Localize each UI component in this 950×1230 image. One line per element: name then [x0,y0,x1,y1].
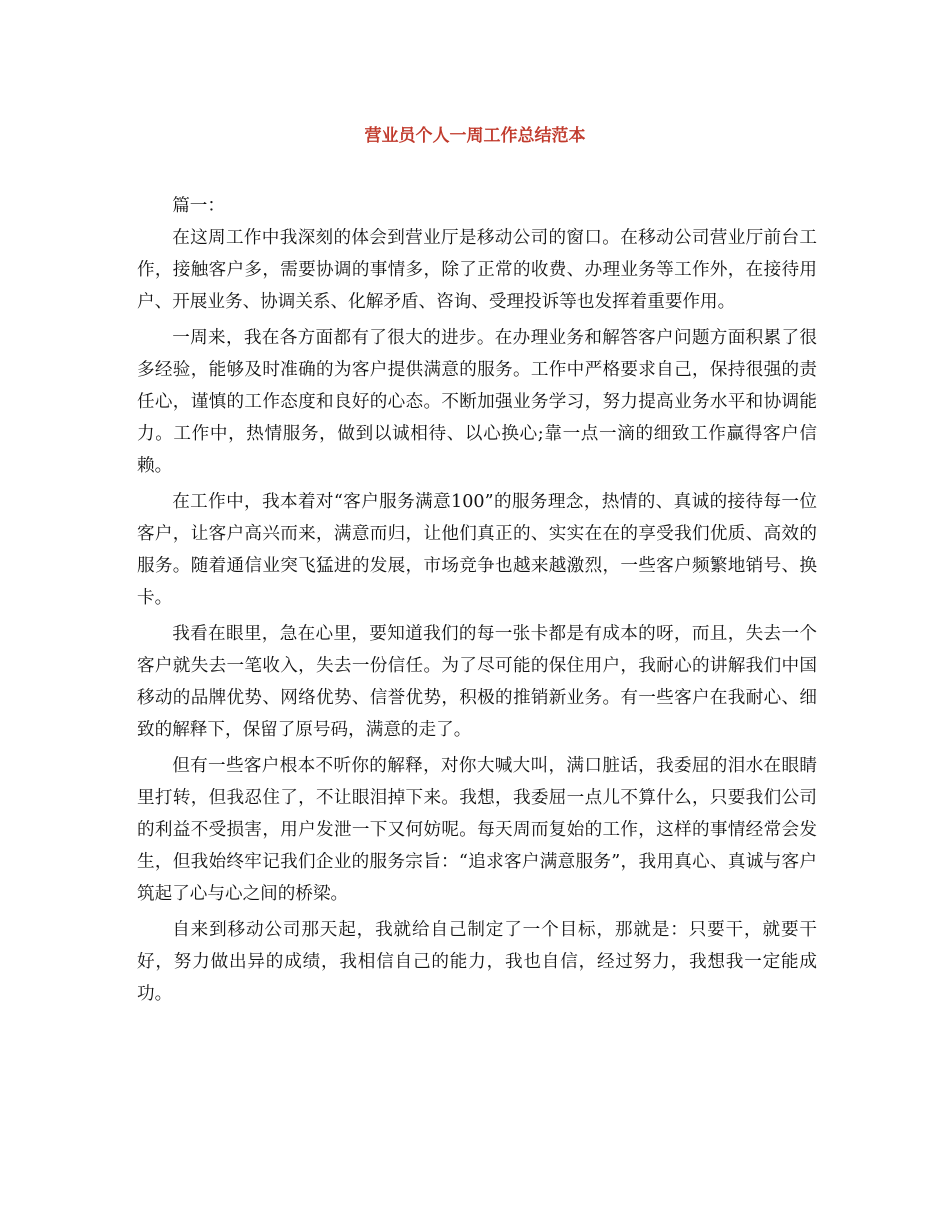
paragraph-3: 在工作中，我本着对“客户服务满意100”的服务理念，热情的、真诚的接待每一位客户，让客户高兴而来，满意而归，让他们真正的、实实在在的享受我们优质、高效的服务。随着通信业突飞猛进的发展，市场竞争也越来越激烈，一些客户频繁地销号、换卡。 [137,492,817,608]
paragraph-4: 我看在眼里，急在心里，要知道我们的每一张卡都是有成本的呀，而且，失去一个客户就失去一笔收入，失去一份信任。为了尽可能的保住用户，我耐心的讲解我们中国移动的品牌优势、网络优势、信誉优势，积极的推销新业务。有一些客户在我耐心、细致的解释下，保留了原号码，满意的走了。 [137,624,817,740]
paragraph-2: 一周来，我在各方面都有了很大的进步。在办理业务和解答客户问题方面积累了很多经验，能够及时准确的为客户提供满意的服务。工作中严格要求自己，保持很强的责任心，谨慎的工作态度和良好的心态。不断加强业务学习，努力提高业务水平和协调能力。工作中，热情服务，做到以诚相待、以心换心;靠一点一滴的细致工作赢得客户信赖。 [137,328,817,476]
section-heading: 篇一： [172,196,225,216]
paragraph-6: 自来到移动公司那天起，我就给自己制定了一个目标，那就是：只要干，就要干好，努力做出异的成绩，我相信自己的能力，我也自信，经过努力，我想我一定能成功。 [137,920,817,1004]
paragraph-5: 但有一些客户根本不听你的解释，对你大喊大叫，满口脏话，我委屈的泪水在眼睛里打转，但我忍住了，不让眼泪掉下来。我想，我委屈一点儿不算什么，只要我们公司的利益不受损害，用户发泄一下又何妨呢。每天周而复始的工作，这样的事情经常会发生，但我始终牢记我们企业的服务宗旨：“追求客户满意服务”，我用真心、真诚与客户筑起了心与心之间的桥梁。 [137,756,817,904]
paragraph-1: 在这周工作中我深刻的体会到营业厅是移动公司的窗口。在移动公司营业厅前台工作，接触客户多，需要协调的事情多，除了正常的收费、办理业务等工作外，在接待用户、开展业务、协调关系、化解矛盾、咨询、受理投诉等也发挥着重要作用。 [137,228,817,312]
document-body [137,190,817,1014]
document-title: 营业员个人一周工作总结范本 [364,126,586,146]
